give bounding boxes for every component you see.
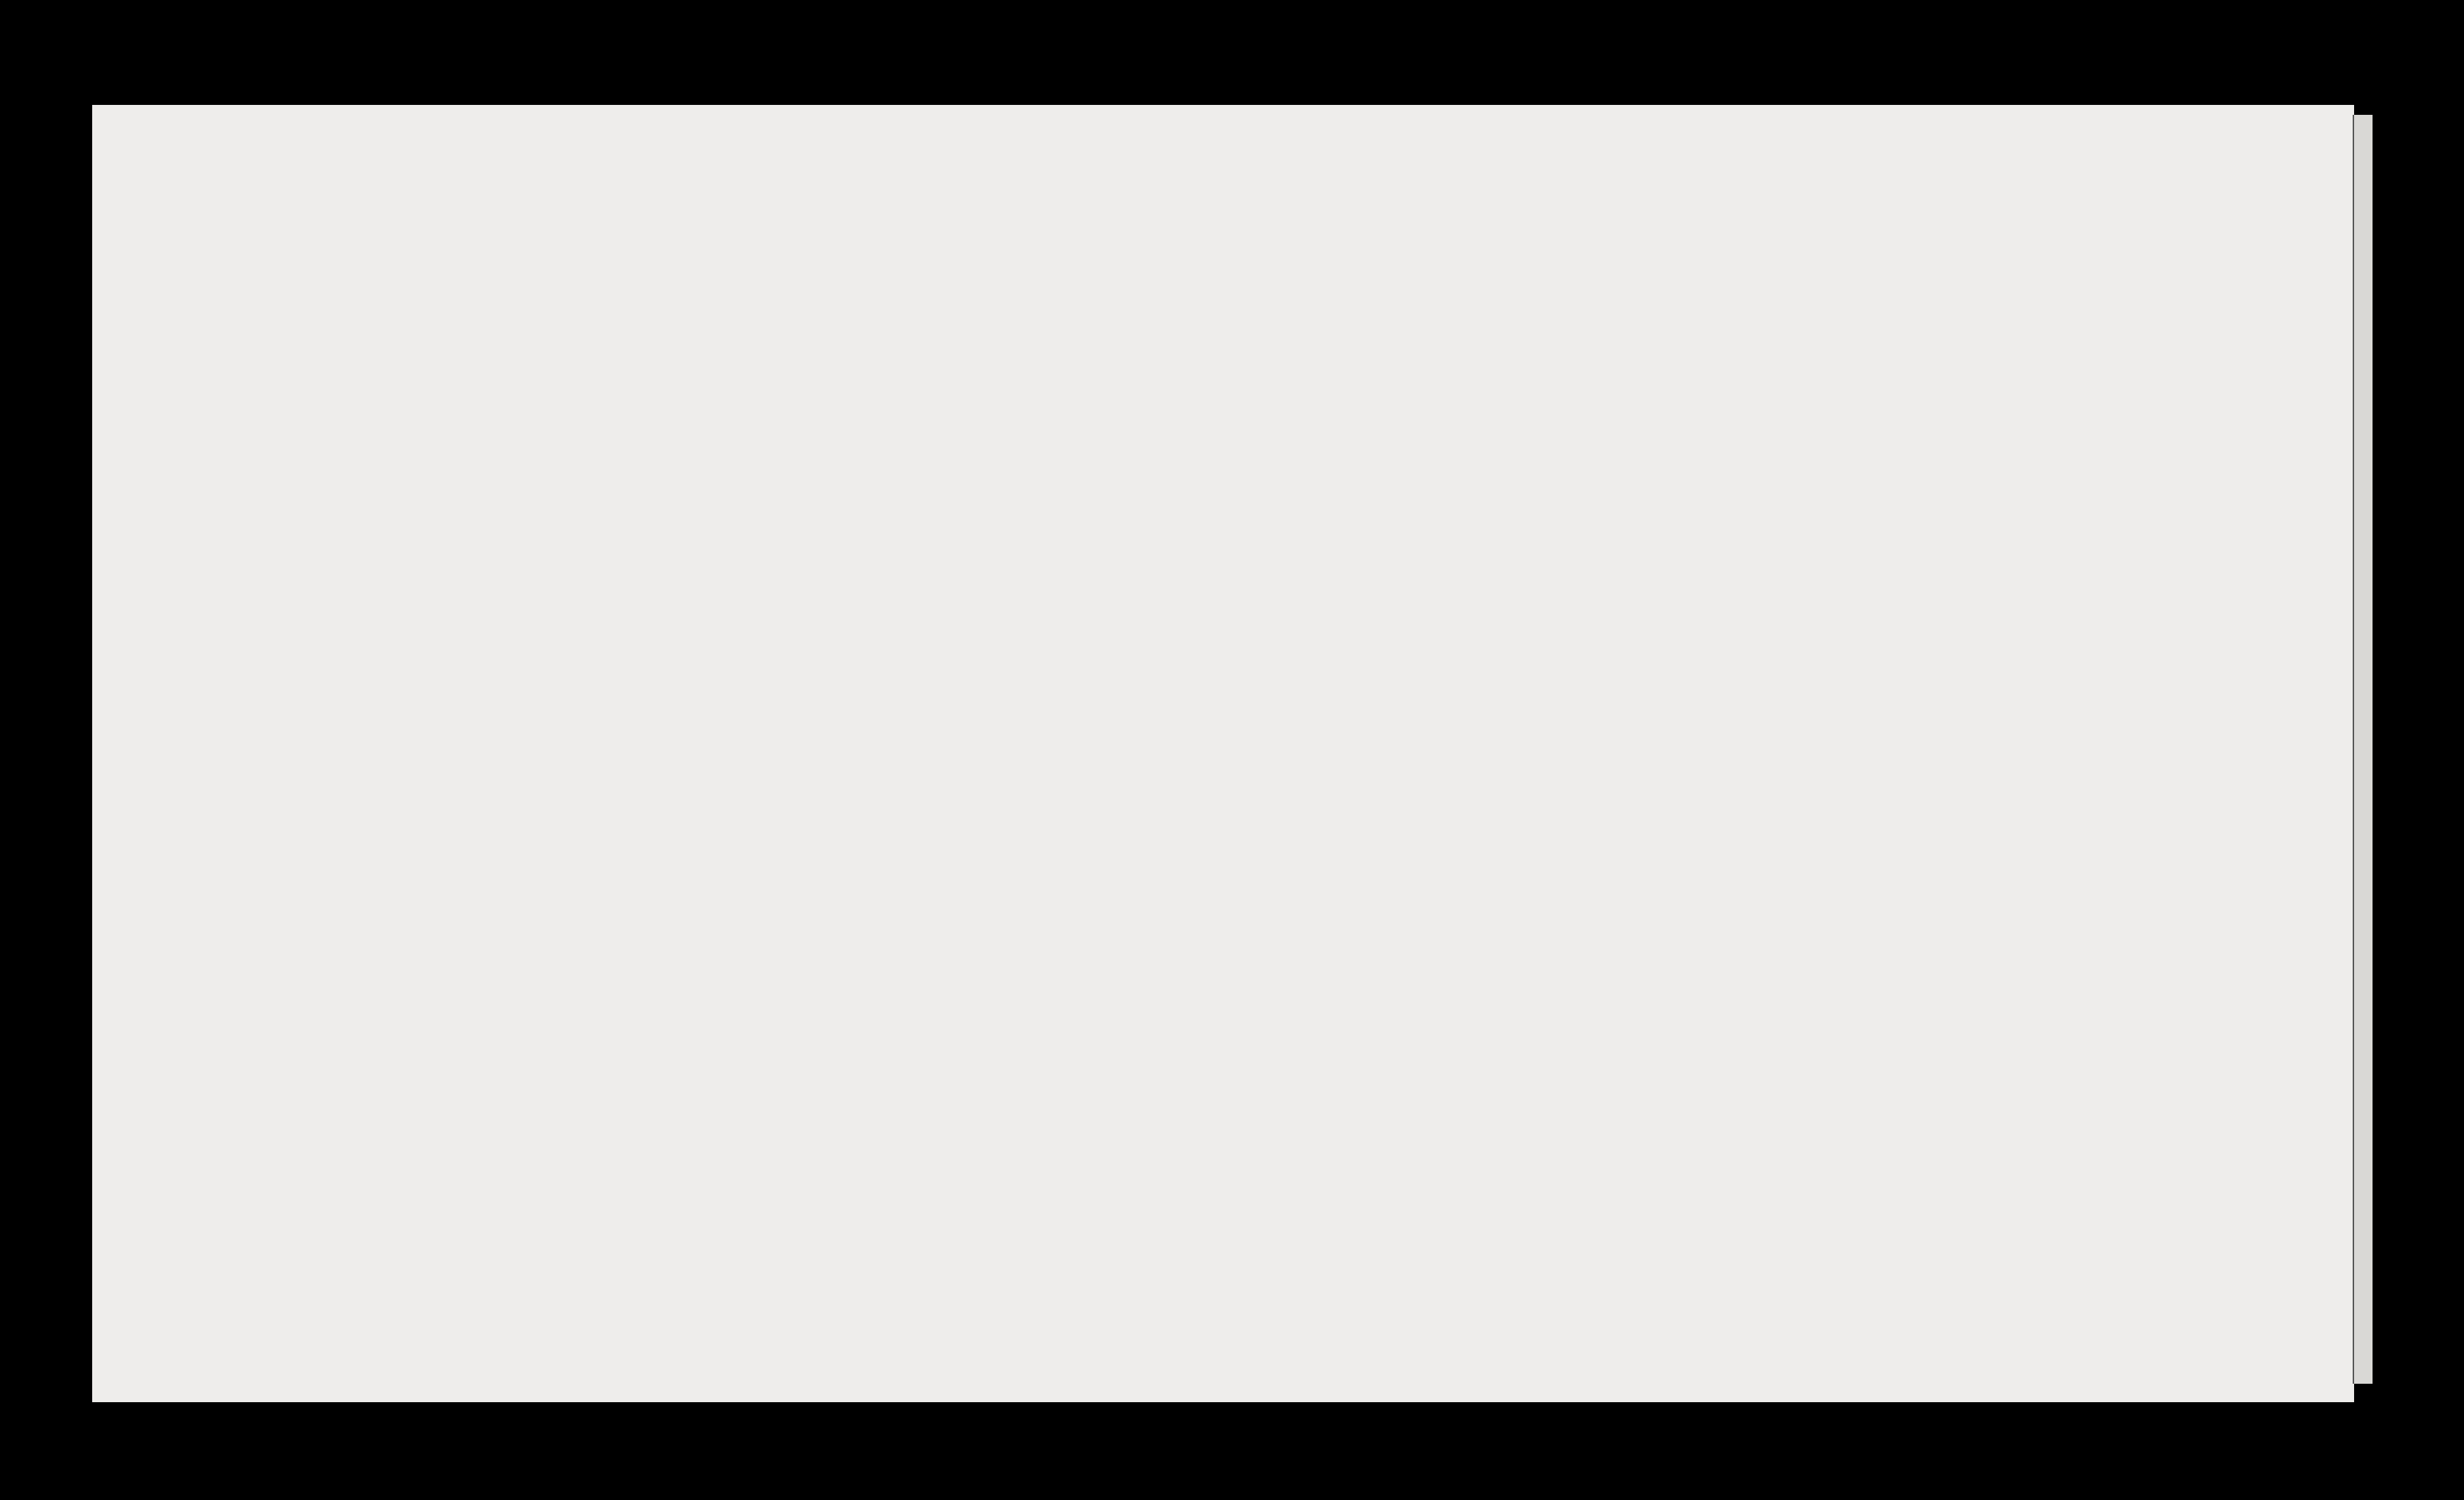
paper-edge (2353, 115, 2373, 1384)
census-form-sheet (92, 105, 2354, 1402)
